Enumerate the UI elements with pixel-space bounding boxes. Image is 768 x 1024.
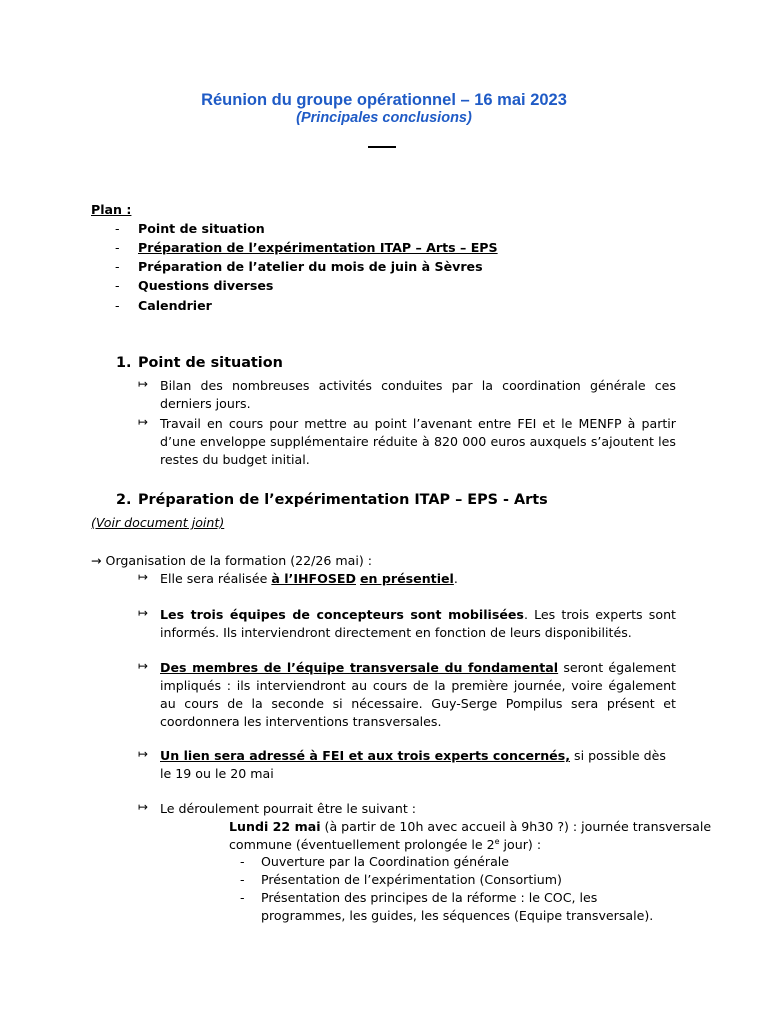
day-1-item: Ouverture par la Coordination générale: [261, 854, 510, 869]
document-subtitle: (Principales conclusions): [296, 110, 472, 126]
bullet-arrow-icon: ↦: [138, 800, 149, 814]
formation-location-bullet: Elle sera réalisée à l’IHFOSED en présentiel.: [160, 571, 458, 586]
section-2-note: (Voir document joint): [91, 515, 225, 530]
plan-label: Plan :: [91, 202, 132, 217]
bullet-arrow-icon: ↦: [138, 377, 149, 391]
plan-dash: -: [115, 221, 120, 236]
day-1-line-2: commune (éventuellement prolongée le 2e jour) :: [229, 836, 542, 852]
bullet-arrow-icon: ↦: [138, 606, 149, 620]
plan-item: Préparation de l’atelier du mois de juin à Sèvres: [138, 259, 483, 274]
plan-item: Calendrier: [138, 298, 212, 313]
bullet-arrow-icon: ↦: [138, 659, 149, 673]
plan-item: Préparation de l’expérimentation ITAP – Arts – EPS: [138, 240, 498, 255]
section-1-heading: Point de situation: [138, 355, 283, 371]
designers-bullet: Les trois équipes de concepteurs sont mobilisées. Les trois experts sont informés. Ils interviendront directement en fonction de leurs disponibilités.: [160, 607, 676, 640]
day-1-dash: -: [240, 890, 245, 905]
link-bullet: Un lien sera adressé à FEI et aux trois experts concernés, si possible dès le 19 ou le 20 mai: [160, 748, 666, 781]
plan-dash: -: [115, 298, 120, 313]
day-1-dash: -: [240, 872, 245, 887]
bullet-arrow-icon: ↦: [138, 415, 149, 429]
plan-dash: -: [115, 240, 120, 255]
schedule-intro-bullet: Le déroulement pourrait être le suivant :: [160, 801, 417, 816]
day-1-line-1: Lundi 22 mai (à partir de 10h avec accueil à 9h30 ?) : journée transversale: [229, 819, 712, 834]
day-1-dash: -: [240, 854, 245, 869]
transversal-team-bullet: Des membres de l’équipe transversale du fondamental seront également impliqués : ils interviendront au cours de la première journée, voire également au cours de la seconde si nécessaire. Guy-Serge Pompilus sera présent et coordonnera les interventions transversales.: [160, 660, 676, 729]
section-1-bullet: Bilan des nombreuses activités conduites par la coordination générale ces derniers jours.: [160, 378, 676, 411]
plan-item: Questions diverses: [138, 278, 274, 293]
section-1-bullet: Travail en cours pour mettre au point l’avenant entre FEI et le MENFP à partir d’une enveloppe supplémentaire réduite à 820 000 euros auxquels s’ajoutent les restes du budget initial.: [160, 416, 676, 467]
section-1-number: 1.: [116, 355, 132, 371]
plan-item: Point de situation: [138, 221, 265, 236]
title-divider: [368, 146, 396, 148]
plan-dash: -: [115, 259, 120, 274]
section-2-heading: Préparation de l’expérimentation ITAP – EPS - Arts: [138, 492, 548, 508]
day-1-item: Présentation de l’expérimentation (Consortium): [261, 872, 562, 887]
day-1-item: Présentation des principes de la réforme : le COC, les programmes, les guides, les séquences (Equipe transversale).: [261, 890, 654, 923]
plan-dash: -: [115, 278, 120, 293]
organisation-line: → Organisation de la formation (22/26 mai) :: [91, 553, 373, 568]
bullet-arrow-icon: ↦: [138, 747, 149, 761]
bullet-arrow-icon: ↦: [138, 570, 149, 584]
section-2-number: 2.: [116, 492, 132, 508]
document-title: Réunion du groupe opérationnel – 16 mai 2023: [201, 91, 567, 109]
